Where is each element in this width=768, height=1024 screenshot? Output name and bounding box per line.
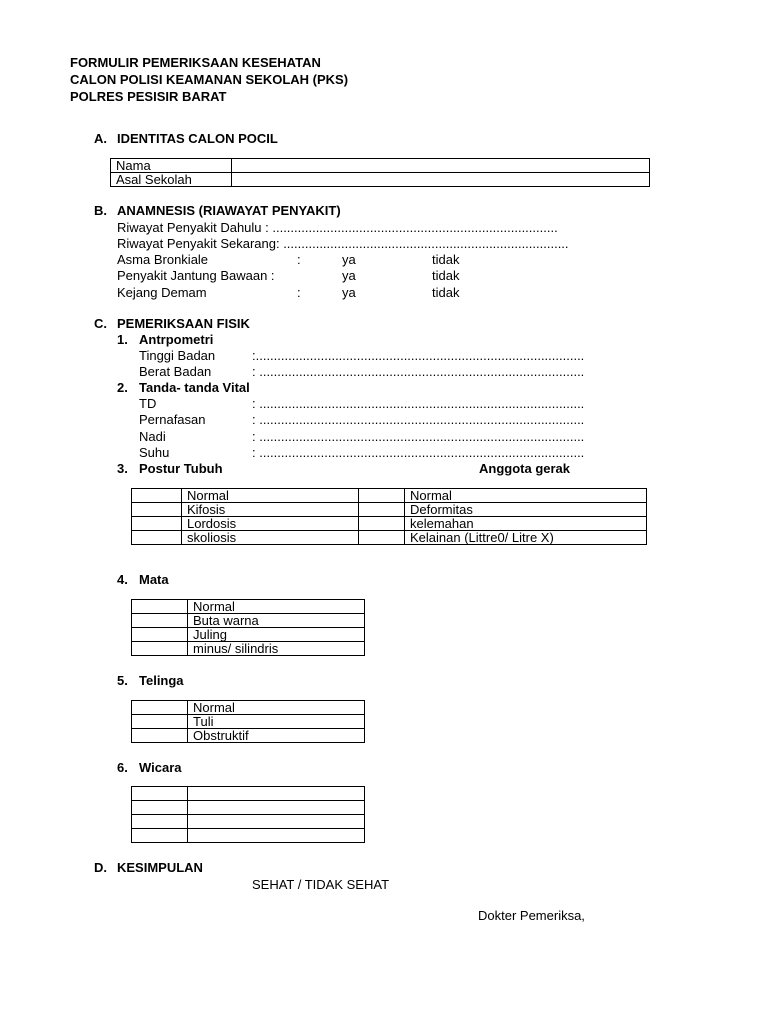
wicara-option[interactable]: [188, 787, 365, 801]
table-row: [132, 701, 365, 715]
subsection-number: 5.: [117, 673, 128, 688]
subsection-number: 6.: [117, 760, 128, 775]
header-line-2: CALON POLISI KEAMANAN SEKOLAH (PKS): [70, 72, 349, 87]
subsection-number: 1.: [117, 332, 128, 347]
subsection-postur: Postur Tubuh: [139, 461, 223, 476]
check-cell[interactable]: [132, 517, 182, 531]
berat-label: Berat Badan: [139, 364, 212, 379]
check-cell[interactable]: [132, 531, 182, 545]
vital-dots: : ..........................................................................................: [252, 412, 585, 427]
option-ya[interactable]: ya: [342, 285, 356, 300]
identity-table: [110, 158, 650, 187]
table-row: [132, 801, 365, 815]
telinga-option: Obstruktif: [188, 729, 365, 743]
telinga-option: Normal: [188, 701, 365, 715]
postur-table: [131, 488, 647, 545]
subsection-number: 3.: [117, 461, 128, 476]
berat-dots: : ..........................................................................................: [252, 364, 585, 379]
check-cell[interactable]: [132, 503, 182, 517]
subsection-telinga: Telinga: [139, 673, 184, 688]
wicara-option[interactable]: [188, 829, 365, 843]
history-label: Penyakit Jantung Bawaan :: [117, 268, 275, 283]
mata-table: [131, 599, 365, 656]
wicara-table: [131, 786, 365, 843]
check-cell[interactable]: [132, 729, 188, 743]
riwayat-dahulu: Riwayat Penyakit Dahulu : ...............................................................................: [117, 220, 558, 235]
history-colon: :: [297, 285, 301, 300]
check-cell[interactable]: [132, 829, 188, 843]
telinga-option: Tuli: [188, 715, 365, 729]
anggota-option: kelemahan: [405, 517, 647, 531]
identity-label: Asal Sekolah: [111, 173, 232, 187]
vital-dots: : ..........................................................................................: [252, 445, 585, 460]
tinggi-label: Tinggi Badan: [139, 348, 216, 363]
table-row: [132, 517, 647, 531]
history-label: Asma Bronkiale: [117, 252, 209, 267]
check-cell[interactable]: [132, 787, 188, 801]
subsection-anggota-gerak: Anggota gerak: [479, 461, 571, 476]
vital-label: Nadi: [139, 429, 166, 444]
riwayat-sekarang: Riwayat Penyakit Sekarang: ...............................................................................: [117, 236, 569, 251]
header-line-1: FORMULIR PEMERIKSAAN KESEHATAN: [70, 55, 321, 70]
check-cell[interactable]: [132, 801, 188, 815]
table-row: [132, 729, 365, 743]
subsection-number: 2.: [117, 380, 128, 395]
doctor-signature-label: Dokter Pemeriksa,: [478, 908, 585, 923]
table-row: [132, 642, 365, 656]
option-ya[interactable]: ya: [342, 252, 356, 267]
table-row: [132, 600, 365, 614]
check-cell[interactable]: [132, 701, 188, 715]
check-cell[interactable]: [359, 531, 405, 545]
option-ya[interactable]: ya: [342, 268, 356, 283]
wicara-option[interactable]: [188, 815, 365, 829]
option-tidak[interactable]: tidak: [432, 285, 460, 300]
option-tidak[interactable]: tidak: [432, 252, 460, 267]
postur-option: Lordosis: [182, 517, 359, 531]
mata-option: minus/ silindris: [188, 642, 365, 656]
table-row: [132, 531, 647, 545]
vital-dots: : ..........................................................................................: [252, 429, 585, 444]
check-cell[interactable]: [132, 642, 188, 656]
section-c-letter: C.: [94, 316, 107, 331]
check-cell[interactable]: [132, 614, 188, 628]
check-cell[interactable]: [359, 503, 405, 517]
anggota-option: Normal: [405, 489, 647, 503]
check-cell[interactable]: [359, 489, 405, 503]
section-b-title: ANAMNESIS (RIAWAYAT PENYAKIT): [117, 203, 341, 218]
table-row: [132, 815, 365, 829]
header-line-3: POLRES PESISIR BARAT: [70, 89, 227, 104]
postur-option: skoliosis: [182, 531, 359, 545]
table-row: [132, 503, 647, 517]
subsection-number: 4.: [117, 572, 128, 587]
section-a-letter: A.: [94, 131, 107, 146]
table-row: [111, 173, 650, 187]
anggota-option: Deformitas: [405, 503, 647, 517]
identity-label: Nama: [111, 159, 232, 173]
mata-option: Normal: [188, 600, 365, 614]
table-row: [132, 628, 365, 642]
option-tidak[interactable]: tidak: [432, 268, 460, 283]
table-row: [132, 829, 365, 843]
check-cell[interactable]: [359, 517, 405, 531]
school-field[interactable]: [232, 173, 650, 187]
check-cell[interactable]: [132, 600, 188, 614]
tinggi-dots: :...........................................................................................: [252, 348, 585, 363]
conclusion-result: SEHAT / TIDAK SEHAT: [252, 877, 390, 892]
section-a-title: IDENTITAS CALON POCIL: [117, 131, 278, 146]
check-cell[interactable]: [132, 489, 182, 503]
history-label: Kejang Demam: [117, 285, 207, 300]
name-field[interactable]: [232, 159, 650, 173]
vital-label: Pernafasan: [139, 412, 206, 427]
subsection-mata: Mata: [139, 572, 169, 587]
section-d-letter: D.: [94, 860, 107, 875]
vital-label: Suhu: [139, 445, 170, 460]
postur-option: Normal: [182, 489, 359, 503]
check-cell[interactable]: [132, 715, 188, 729]
section-b-letter: B.: [94, 203, 107, 218]
vital-label: TD: [139, 396, 157, 411]
subsection-wicara: Wicara: [139, 760, 182, 775]
table-row: [132, 715, 365, 729]
anggota-option: Kelainan (Littre0/ Litre X): [405, 531, 647, 545]
postur-option: Kifosis: [182, 503, 359, 517]
history-colon: :: [297, 252, 301, 267]
wicara-option[interactable]: [188, 801, 365, 815]
table-row: [132, 489, 647, 503]
check-cell[interactable]: [132, 628, 188, 642]
table-row: [132, 614, 365, 628]
mata-option: Juling: [188, 628, 365, 642]
subsection-antropometri: Antrpometri: [139, 332, 214, 347]
table-row: [111, 159, 650, 173]
vital-dots: : ..........................................................................................: [252, 396, 585, 411]
section-c-title: PEMERIKSAAN FISIK: [117, 316, 250, 331]
check-cell[interactable]: [132, 815, 188, 829]
subsection-vital: Tanda- tanda Vital: [139, 380, 250, 395]
section-d-title: KESIMPULAN: [117, 860, 203, 875]
mata-option: Buta warna: [188, 614, 365, 628]
telinga-table: [131, 700, 365, 743]
table-row: [132, 787, 365, 801]
